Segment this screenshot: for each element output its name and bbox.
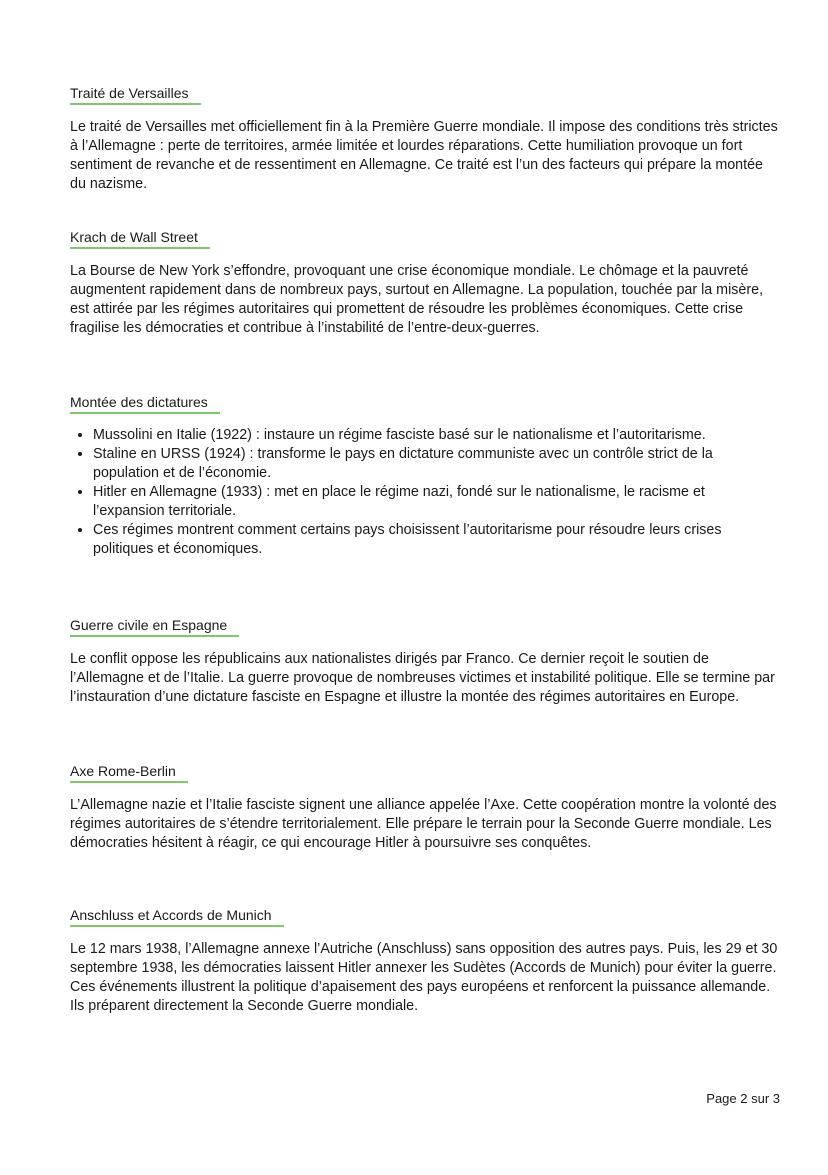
list-item: • Hitler en Allemagne (1933) : met en place le régime nazi, fondé sur le nationalisme, le racisme et l’expansion territoriale. xyxy=(93,483,780,521)
section-text: Le conflit oppose les républicains aux nationalistes dirigés par Franco. Ce dernier reçoit le soutien de l’Allemagne et de l’Italie. La guerre provoque de nombreuses victimes et instabilité politique. Elle se termine par l’instauration d’une dictature fasciste en Espagne et illustre la montée des régimes autoritaires en Europe. xyxy=(70,651,775,705)
list-item: • Mussolini en Italie (1922) : instaure un régime fasciste basé sur le nationalisme et l’autoritarisme. xyxy=(93,426,780,445)
section-versailles xyxy=(70,84,780,194)
section-heading: Anschluss et Accords de Munich xyxy=(70,906,284,927)
list-item: • Staline en URSS (1924) : transforme le pays en dictature communiste avec un contrôle strict de la population et de l’économie. xyxy=(93,445,780,483)
section-heading: Krach de Wall Street xyxy=(70,228,210,249)
page-number: Page 2 sur 3 xyxy=(706,1091,780,1106)
section-heading: Montée des dictatures xyxy=(70,393,220,414)
dictatures-list xyxy=(70,426,780,559)
section-heading: Axe Rome-Berlin xyxy=(70,762,188,783)
section-text: La Bourse de New York s’effondre, provoquant une crise économique mondiale. Le chômage et la pauvreté augmentent rapidement dans de nombreux pays, surtout en Allemagne. La population, touchée par la misère, est attirée par les régimes autoritaires qui promettent de résoudre les problèmes économiques. Cette crise fragilise les démocraties et contribue à l’instabilité de l’entre-deux-guerres. xyxy=(70,263,764,336)
list-item: • Ces régimes montrent comment certains pays choisissent l’autoritarisme pour résoudre leurs crises politiques et économiques. xyxy=(93,521,780,559)
section-wall-street xyxy=(70,228,780,338)
section-heading: Guerre civile en Espagne xyxy=(70,616,239,637)
section-munich xyxy=(70,906,780,1016)
section-text: L’Allemagne nazie et l’Italie fasciste signent une alliance appelée l’Axe. Cette coopération montre la volonté des régimes autoritaires de s’étendre territorialement. Elle prépare le terrain pour la Seconde Guerre mondiale. Les démocraties hésitent à réagir, ce qui encourage Hitler à poursuivre ses conquêtes. xyxy=(70,797,777,851)
section-dictatures xyxy=(70,393,780,559)
section-axe xyxy=(70,762,780,853)
section-heading: Traité de Versailles xyxy=(70,84,201,105)
section-text: Le 12 mars 1938, l’Allemagne annexe l’Autriche (Anschluss) sans opposition des autres pays. Puis, les 29 et 30 septembre 1938, les démocraties laissent Hitler annexer les Sudètes (Accords de Munich) pour éviter la guerre. Ces événements illustrent la politique d’apaisement des pays européens et renforcent la puissance allemande. Ils préparent directement la Seconde Guerre mondiale. xyxy=(70,941,778,1014)
section-text: Le traité de Versailles met officiellement fin à la Première Guerre mondiale. Il impose des conditions très strictes à l’Allemagne : perte de territoires, armée limitée et lourdes réparations. Cette humiliation provoque un fort sentiment de revanche et de ressentiment en Allemagne. Ce traité est l’un des facteurs qui prépare la montée du nazisme. xyxy=(70,119,778,192)
section-espagne xyxy=(70,616,780,707)
